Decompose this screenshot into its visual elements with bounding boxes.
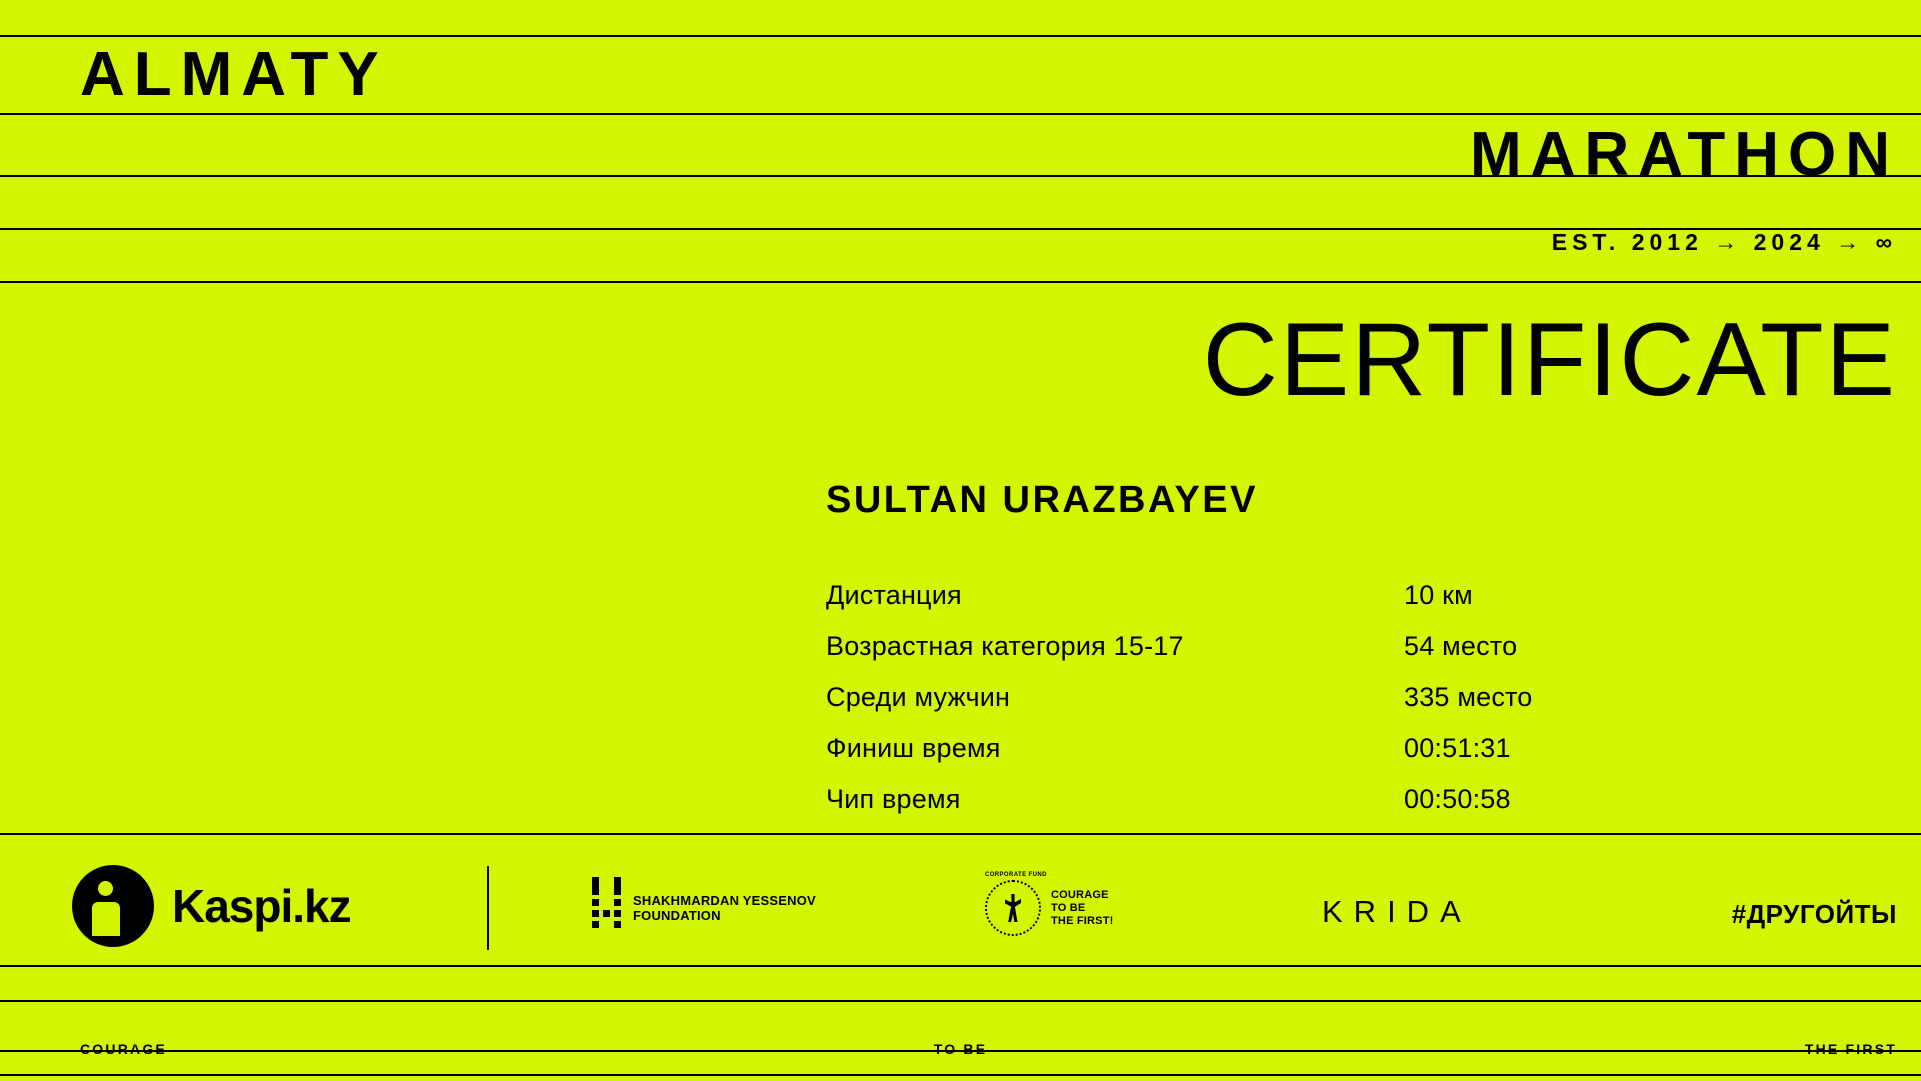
sponsor-yessenov-label (633, 893, 816, 923)
table-row (826, 733, 1626, 784)
corporate-fund-line3: THE FIRST! (1051, 914, 1114, 927)
sponsor-kaspi-label: Kaspi.kz (172, 880, 351, 932)
corporate-fund-line1: COURAGE (1051, 888, 1109, 901)
sponsor-yessenov-line2: FOUNDATION (633, 908, 721, 923)
divider-rule-5 (0, 281, 1921, 283)
footer (0, 1034, 1921, 1064)
page-title: CERTIFICATE (1202, 302, 1897, 418)
sponsor-yessenov-line1: SHAKHMARDAN YESSENOV (633, 893, 816, 908)
result-label: Дистанция (826, 580, 962, 610)
footer-center: TO BE (933, 1041, 988, 1057)
table-row (826, 580, 1626, 631)
result-value: 00:51:31 (1404, 733, 1511, 763)
result-value: 54 место (1404, 631, 1518, 661)
sponsor-corporate-fund-label (1051, 889, 1114, 928)
brand-title-marathon: MARATHON (1469, 120, 1899, 189)
sponsor-divider (487, 866, 489, 950)
sponsor-yessenov (592, 888, 816, 928)
kaspi-logo-icon (72, 865, 154, 947)
divider-rule-2 (0, 113, 1921, 115)
table-row (826, 682, 1626, 733)
footer-left: COURAGE (80, 1041, 167, 1057)
brand-title-almaty: ALMATY (80, 40, 388, 109)
sponsor-kaspi (72, 865, 351, 947)
established-line: EST. 2012 → 2024 → ∞ (1551, 229, 1897, 255)
table-row (826, 631, 1626, 682)
yessenov-logo-icon (592, 888, 621, 928)
athlete-name: SULTAN URAZBAYEV (826, 479, 1258, 521)
result-label: Возрастная категория 15-17 (826, 631, 1184, 661)
corporate-fund-line2: TO BE (1051, 901, 1086, 914)
divider-rule-8 (0, 1000, 1921, 1002)
corporate-fund-ring-label: CORPORATE FUND (985, 872, 1047, 878)
sponsor-drugoyty-label: #ДРУГОЙТЫ (1731, 899, 1897, 929)
result-label: Среди мужчин (826, 682, 1011, 712)
sponsor-corporate-fund (985, 880, 1114, 936)
divider-rule-1 (0, 35, 1921, 37)
divider-rule-10 (0, 1074, 1921, 1076)
table-row (826, 784, 1626, 835)
result-value: 335 место (1404, 682, 1533, 712)
results-table (826, 580, 1626, 835)
divider-rule-7 (0, 965, 1921, 967)
result-label: Финиш время (826, 733, 1001, 763)
result-value: 00:50:58 (1404, 784, 1511, 814)
footer-right: THE FIRST (1804, 1041, 1897, 1057)
result-value: 10 км (1404, 580, 1473, 610)
result-label: Чип время (826, 784, 961, 814)
sponsor-krida-label: KRIDA (1322, 894, 1472, 929)
corporate-fund-logo-icon (985, 880, 1041, 936)
